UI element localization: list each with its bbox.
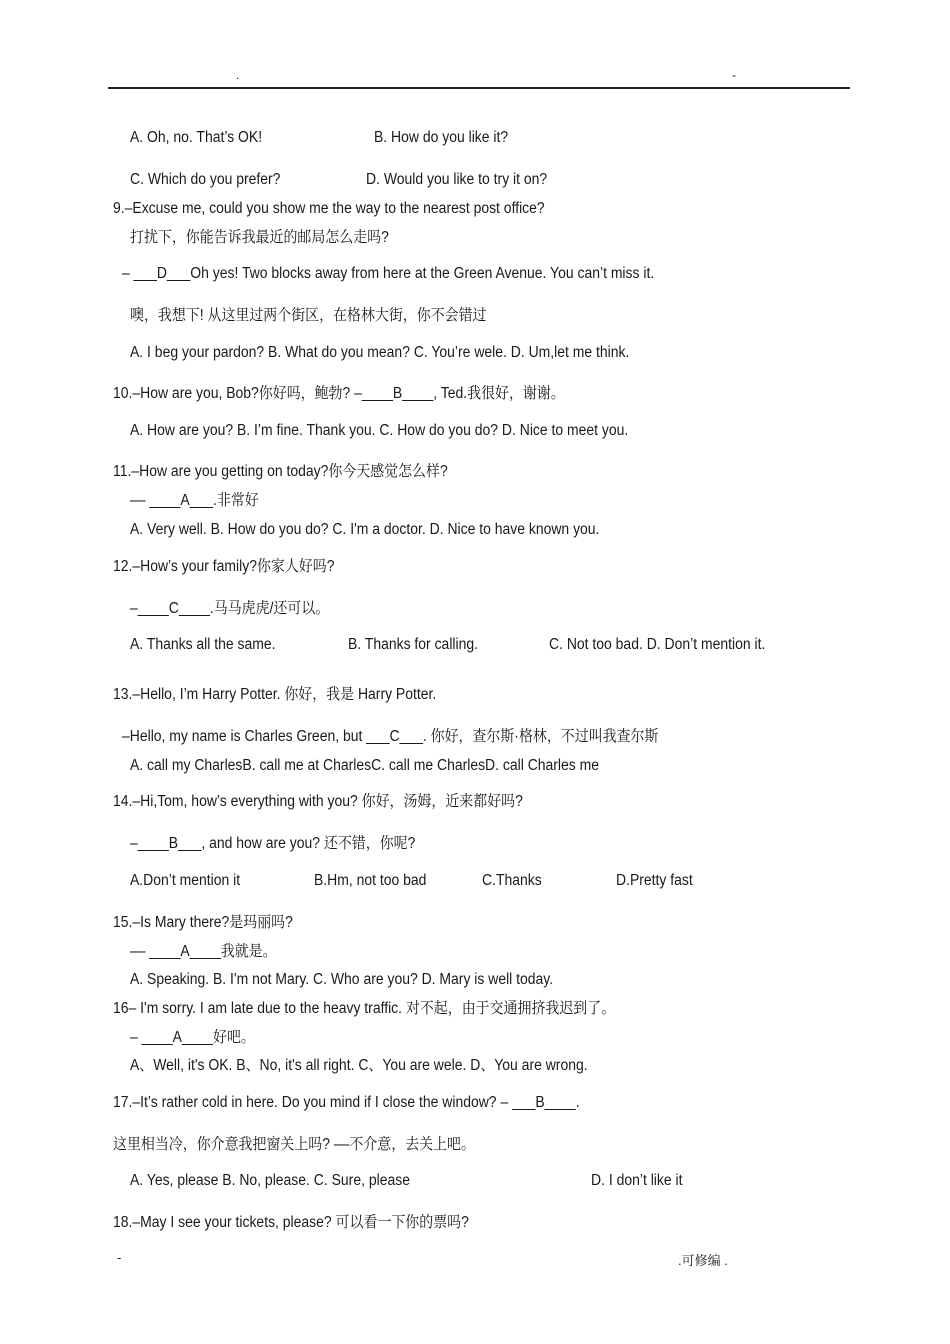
q9-options: A. I beg your pardon? B. What do you mean? C. You’re wele. D. Um,let me think. <box>130 344 630 361</box>
q8-option-a: A. Oh, no. That’s OK! <box>130 129 263 146</box>
q9-question: 9.–Excuse me, could you show me the way to the nearest post office? <box>113 200 545 217</box>
footer-editable-note: .可修编 . <box>678 1253 728 1268</box>
q14-option-c: C.Thanks <box>482 872 542 889</box>
q17-translation: 这里相当冷，你介意我把窗关上吗? ––不介意，去关上吧。 <box>113 1136 475 1153</box>
q10-question: 10.–How are you, Bob?你好吗，鲍勃? –____B____, Ted.我很好，谢谢。 <box>113 385 565 402</box>
q11-question: 11.–How are you getting on today?你今天感觉怎么样? <box>113 463 448 480</box>
q15-options: A. Speaking. B. I'm not Mary. C. Who are you? D. Mary is well today. <box>130 971 554 988</box>
header-rule <box>108 87 850 89</box>
q16-question: 16– I'm sorry. I am late due to the heavy traffic. 对不起，由于交通拥挤我迟到了。 <box>113 1000 616 1017</box>
footer-mark-left: - <box>117 1250 122 1265</box>
q14-question: 14.–Hi,Tom, how’s everything with you? 你好，汤姆，近来都好吗? <box>113 793 523 810</box>
q12-question: 12.–How’s your family?你家人好吗? <box>113 558 335 575</box>
q13-answer: –Hello, my name is Charles Green, but ___C___. 你好，查尔斯·格林，不过叫我查尔斯 <box>122 728 659 745</box>
header-mark-left: . <box>236 68 240 82</box>
q13-options: A. call my CharlesB. call me at CharlesC. call me CharlesD. call Charles me <box>130 757 600 774</box>
q11-answer: –– ____A___.非常好 <box>130 492 259 509</box>
header-mark-right: - <box>732 68 736 82</box>
q10-options: A. How are you? B. I’m fine. Thank you. C. How do you do? D. Nice to meet you. <box>130 422 629 439</box>
q14-option-b: B.Hm, not too bad <box>314 872 427 889</box>
q9-answer: – ___D___Oh yes! Two blocks away from here at the Green Avenue. You can’t miss it. <box>122 265 655 282</box>
q17-options-abc: A. Yes, please B. No, please. C. Sure, please <box>130 1172 410 1189</box>
q8-option-b: B. How do you like it? <box>374 129 509 146</box>
q8-option-c: C. Which do you prefer? <box>130 171 281 188</box>
q16-options: A、Well, it's OK. B、No, it's all right. C、You are wele. D、You are wrong. <box>130 1057 588 1074</box>
q13-question: 13.–Hello, I’m Harry Potter. 你好，我是 Harry Potter. <box>113 686 437 703</box>
q12-answer: –____C____.马马虎虎/还可以。 <box>130 600 330 617</box>
q15-question: 15.–Is Mary there?是玛丽吗? <box>113 914 293 931</box>
q8-option-d: D. Would you like to try it on? <box>366 171 548 188</box>
q16-answer: – ____A____好吧。 <box>130 1029 255 1046</box>
q12-option-cd: C. Not too bad. D. Don’t mention it. <box>549 636 766 653</box>
q11-options: A. Very well. B. How do you do? C. I'm a doctor. D. Nice to have known you. <box>130 521 600 538</box>
q15-answer: –– ____A____我就是。 <box>130 943 277 960</box>
q12-option-a: A. Thanks all the same. <box>130 636 276 653</box>
q17-option-d: D. I don’t like it <box>591 1172 683 1189</box>
q14-option-a: A.Don’t mention it <box>130 872 241 889</box>
q12-option-b: B. Thanks for calling. <box>348 636 479 653</box>
q14-option-d: D.Pretty fast <box>616 872 693 889</box>
q9-answer-translation: 噢，我想下! 从这里过两个街区，在格林大街，你不会错过 <box>130 307 487 324</box>
q17-question: 17.–It’s rather cold in here. Do you mind if I close the window? – ___B____. <box>113 1094 580 1111</box>
q14-answer: –____B___, and how are you? 还不错，你呢? <box>130 835 416 852</box>
q9-translation: 打扰下，你能告诉我最近的邮局怎么走吗? <box>130 229 389 246</box>
q18-question: 18.–May I see your tickets, please? 可以看一下你的票吗? <box>113 1214 469 1231</box>
